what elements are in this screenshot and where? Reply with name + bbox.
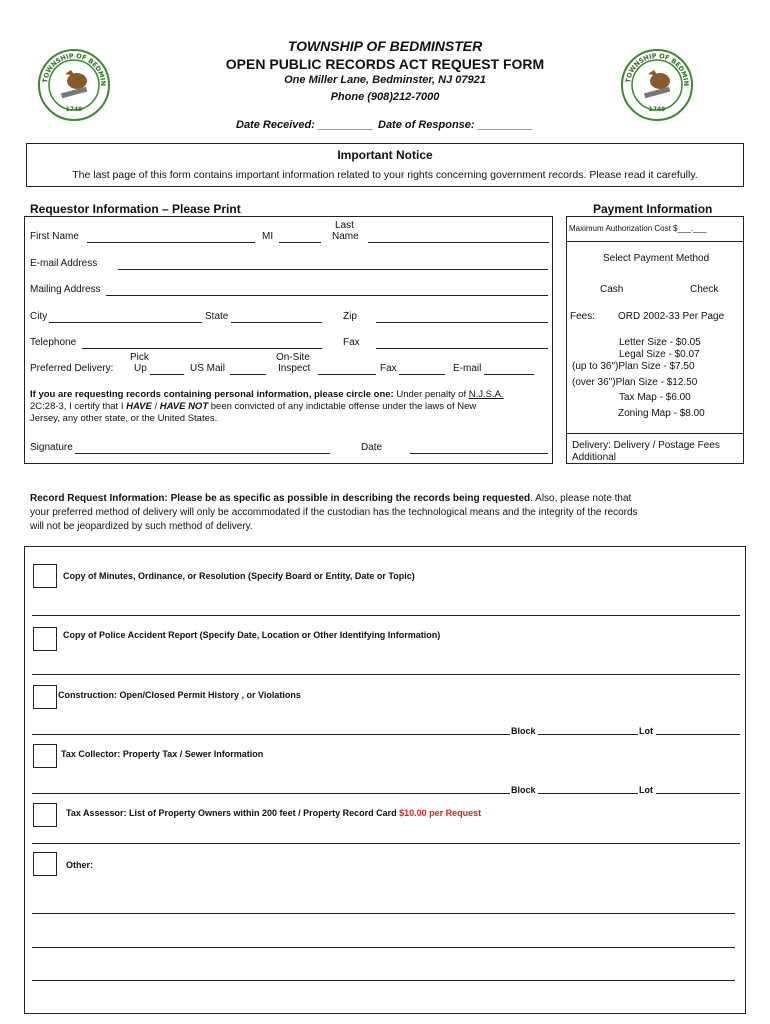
record-request-line2: your preferred method of delivery will only be accommodated if the custodian has the technological means and the integrity of the records — [30, 507, 638, 518]
last-name-label-2: Name — [332, 231, 359, 242]
zip-label: Zip — [343, 311, 357, 322]
mailing-field[interactable] — [106, 284, 548, 296]
minutes-label: Copy of Minutes, Ordinance, or Resolution (Specify Board or Entity, Date or Topic) — [63, 571, 415, 581]
tax-collector-block-label: Block — [511, 785, 536, 795]
zip-field[interactable] — [376, 311, 548, 323]
tax-collector-line[interactable] — [32, 793, 510, 794]
date-of-response[interactable]: Date of Response: _________ — [378, 119, 533, 131]
payment-divider-2 — [566, 433, 744, 434]
fee-plan-over36: (over 36")Plan Size - $12.50 — [572, 377, 698, 388]
cert-slash: / — [151, 401, 160, 412]
fax-option-label: Fax — [380, 363, 397, 374]
record-request-line3: will not be jeopardized by such method of delivery. — [30, 521, 253, 532]
cert-bold: If you are requesting records containing personal information, please circle one: — [30, 389, 394, 400]
email-option[interactable] — [484, 363, 534, 375]
police-line[interactable] — [32, 674, 740, 675]
police-label: Copy of Police Accident Report (Specify Date, Location or Other Identifying Information) — [63, 630, 441, 640]
delivery-fees-1: Delivery: Delivery / Postage Fees — [572, 440, 720, 451]
date-label: Date — [361, 442, 383, 453]
email-field[interactable] — [118, 258, 548, 270]
seal-year: 1749 — [648, 106, 666, 113]
construction-lot-label: Lot — [639, 726, 653, 736]
delivery-fees-2: Additional — [572, 452, 616, 463]
cert-njsa: N.J.S.A. — [468, 389, 504, 400]
check-option[interactable]: Check — [690, 284, 719, 295]
fee-tax-map: Tax Map - $6.00 — [619, 392, 691, 403]
cert-line2-a: 2C:28-3, I certify that I — [30, 401, 127, 412]
signature-label: Signature — [30, 442, 73, 453]
township-address: One Miller Lane, Bedminster, NJ 07921 — [284, 74, 486, 86]
fax-option[interactable] — [399, 363, 445, 375]
cert-line2-b: been convicted of any indictable offense under the laws of New — [208, 401, 477, 412]
pickup-label-2: Up — [134, 363, 147, 374]
record-request-info — [30, 492, 730, 534]
tax-collector-checkbox[interactable] — [33, 744, 57, 768]
record-request-bold: Record Request Information: Please be as specific as possible in describing the records being requested — [30, 493, 531, 504]
telephone-label: Telephone — [30, 337, 77, 348]
fee-zoning-map: Zoning Map - $8.00 — [618, 408, 705, 419]
township-title: TOWNSHIP OF BEDMINSTER — [287, 38, 483, 54]
fax-field[interactable] — [376, 337, 548, 349]
state-field[interactable] — [231, 311, 322, 323]
other-line-1[interactable] — [32, 913, 735, 914]
requestor-section-title: Requestor Information – Please Print — [30, 202, 241, 216]
mi-field[interactable] — [279, 231, 321, 243]
fax-label: Fax — [343, 337, 360, 348]
city-field[interactable] — [49, 311, 202, 323]
seal-ring-text: TOWNSHIP OF BEDMIN — [624, 51, 691, 87]
ord-label: ORD 2002-33 Per Page — [618, 311, 725, 322]
tax-collector-block-field[interactable] — [538, 793, 638, 794]
onsite-option[interactable] — [318, 363, 376, 375]
cert-a: Under penalty of — [393, 389, 469, 400]
minutes-line[interactable] — [32, 615, 740, 616]
other-line-3[interactable] — [32, 980, 735, 981]
mailing-label: Mailing Address — [30, 284, 101, 295]
tax-assessor-line[interactable] — [32, 843, 740, 844]
construction-lot-field[interactable] — [656, 734, 740, 735]
other-label: Other: — [66, 860, 93, 870]
signature-field[interactable] — [75, 442, 330, 454]
cert-line3: Jersey, any other state, or the United States. — [30, 413, 218, 424]
pickup-option[interactable] — [150, 363, 184, 375]
onsite-label-1: On-Site — [276, 352, 310, 363]
records-request-box — [24, 546, 746, 1014]
cash-option[interactable]: Cash — [600, 284, 624, 295]
state-label: State — [205, 311, 229, 322]
email-label: E-mail Address — [30, 258, 98, 269]
other-checkbox[interactable] — [33, 852, 57, 876]
last-name-label-1: Last — [335, 220, 354, 231]
first-name-label: First Name — [30, 231, 79, 242]
tax-assessor-text: Tax Assessor: List of Property Owners within 200 feet / Property Record Card — [66, 808, 397, 818]
tax-collector-lot-label: Lot — [639, 785, 653, 795]
telephone-field[interactable] — [82, 337, 322, 349]
fee-plan-up36: (up to 36")Plan Size - $7.50 — [572, 361, 695, 372]
construction-checkbox[interactable] — [33, 685, 57, 709]
usmail-label: US Mail — [190, 363, 226, 374]
construction-block-label: Block — [511, 726, 536, 736]
first-name-field[interactable] — [87, 231, 255, 243]
cert-have[interactable]: HAVE — [126, 401, 152, 412]
date-field[interactable] — [410, 442, 548, 454]
fee-letter: Letter Size - $0.05 — [619, 337, 701, 348]
pickup-label-1: Pick — [130, 352, 149, 363]
tax-assessor-label — [66, 808, 481, 818]
fee-legal: Legal Size - $0.07 — [619, 349, 700, 360]
onsite-label-2: Inspect — [278, 363, 311, 374]
payment-divider — [566, 241, 744, 242]
notice-text: The last page of this form contains important information related to your rights concerning government records. Please read it carefully. — [72, 169, 698, 181]
police-checkbox[interactable] — [33, 627, 57, 651]
construction-block-field[interactable] — [538, 734, 638, 735]
tax-collector-label: Tax Collector: Property Tax / Sewer Information — [61, 749, 264, 759]
fees-label: Fees: — [570, 311, 596, 322]
minutes-checkbox[interactable] — [33, 564, 57, 588]
usmail-option[interactable] — [230, 363, 266, 375]
notice-title: Important Notice — [337, 148, 433, 162]
mi-label: MI — [262, 231, 274, 242]
payment-section-title: Payment Information — [593, 202, 713, 216]
construction-label: Construction: Open/Closed Permit History , or Violations — [58, 690, 301, 700]
record-request-line1: . Also, please note that — [530, 493, 632, 504]
max-auth-cost[interactable]: Maximum Authorization Cost $___.___ — [569, 224, 707, 233]
tax-collector-lot-field[interactable] — [656, 793, 740, 794]
last-name-field[interactable] — [368, 231, 549, 243]
tax-assessor-checkbox[interactable] — [33, 803, 57, 827]
preferred-delivery-label: Preferred Delivery: — [30, 363, 114, 374]
date-received[interactable]: Date Received: _________ — [236, 119, 373, 131]
email-option-label: E-mail — [453, 363, 482, 374]
township-phone: Phone (908)212-7000 — [330, 91, 440, 103]
seal-ring-text: TOWNSHIP OF BEDMIN — [41, 51, 108, 87]
form-title: OPEN PUBLIC RECORDS ACT REQUEST FORM — [225, 56, 545, 72]
select-payment-label: Select Payment Method — [603, 253, 710, 264]
tax-assessor-price: $10.00 per Request — [399, 808, 482, 818]
cert-have-not[interactable]: HAVE NOT — [159, 401, 209, 412]
certification-text — [30, 389, 545, 425]
seal-year: 1749 — [65, 106, 83, 113]
other-line-2[interactable] — [32, 947, 735, 948]
city-label: City — [30, 311, 48, 322]
construction-line[interactable] — [32, 734, 510, 735]
